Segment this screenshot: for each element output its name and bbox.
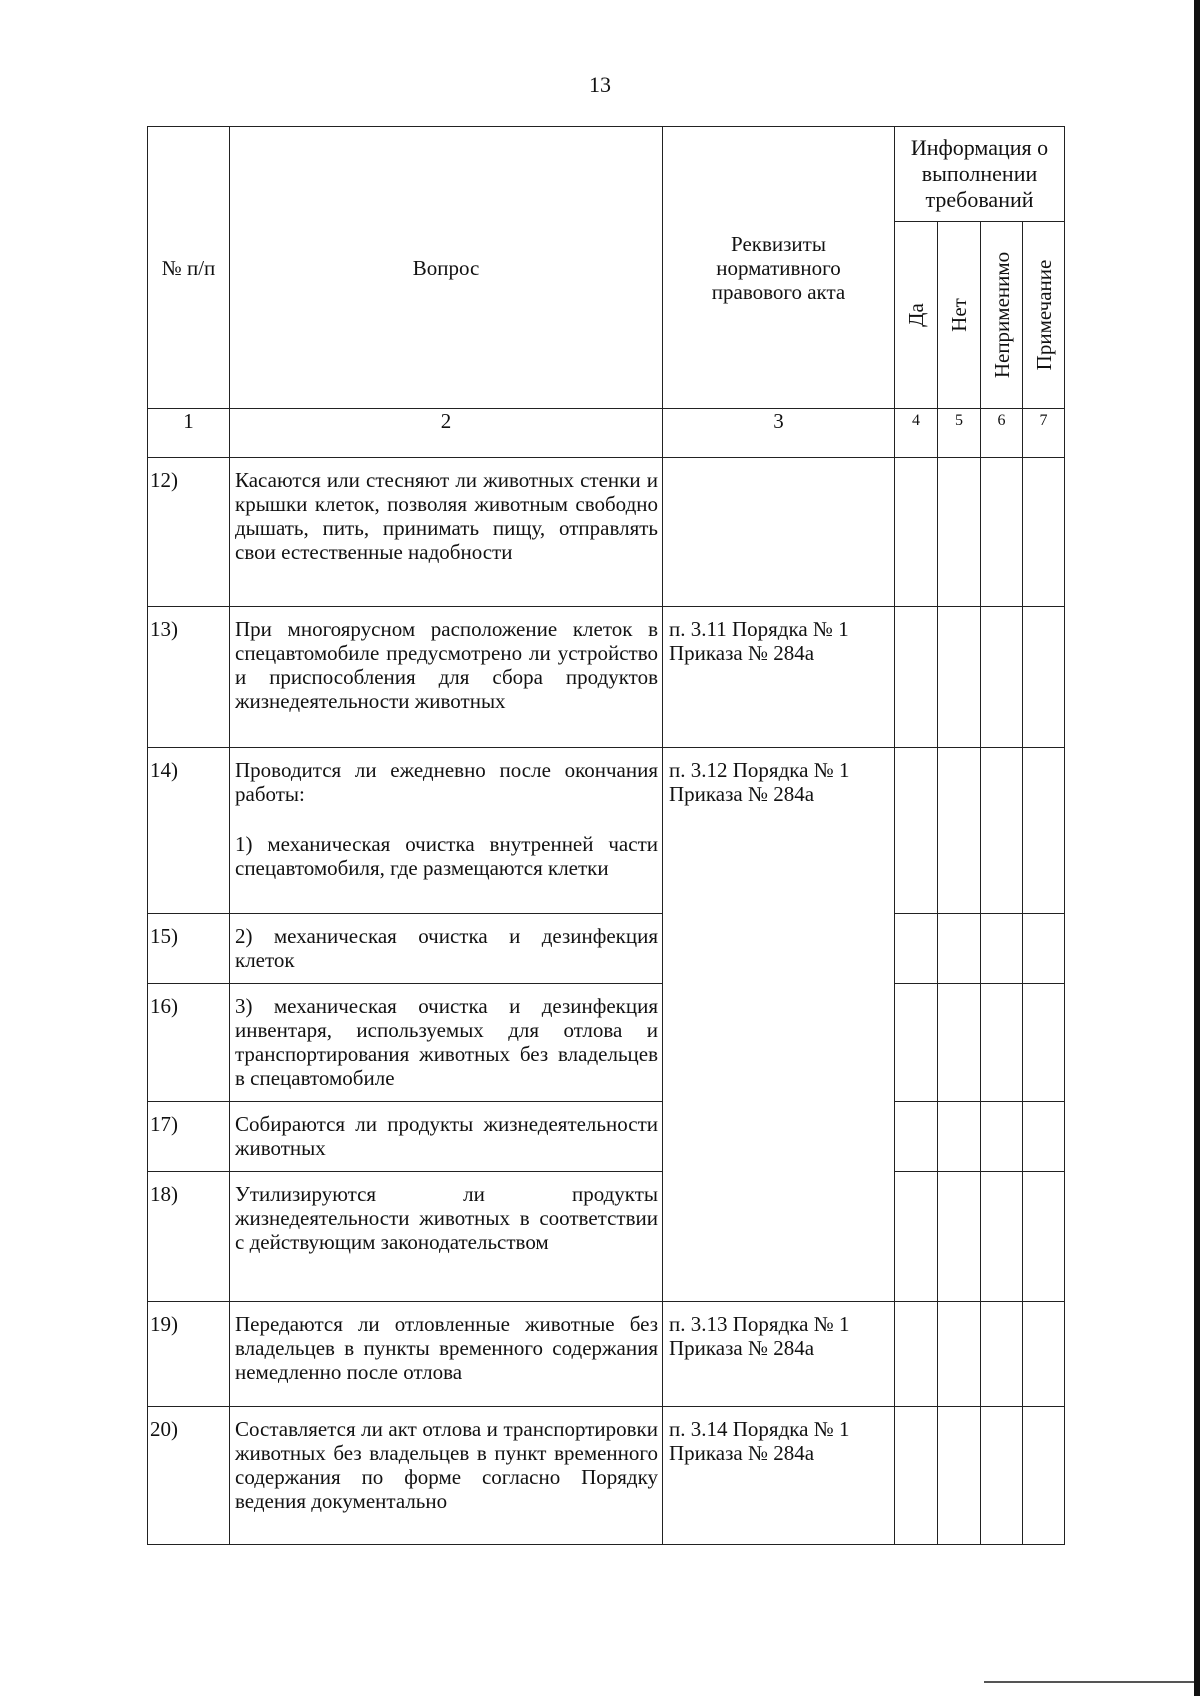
table-row bbox=[148, 1102, 1065, 1172]
no-cell[interactable] bbox=[938, 1407, 981, 1545]
question-cell: Передаются ли отловленные животные без владельцев в пункты временного содержания немедленно после отлова bbox=[230, 1302, 663, 1407]
question-column-header: Вопрос bbox=[230, 127, 663, 409]
info-group-header: Информация о выполнении требований bbox=[895, 127, 1065, 222]
na-cell[interactable] bbox=[981, 1172, 1023, 1302]
no-column-header bbox=[938, 222, 981, 409]
no-cell[interactable] bbox=[938, 1102, 981, 1172]
requirements-checklist-table bbox=[147, 126, 1065, 1545]
question-cell: 3) механическая очистка и дезинфекция инвентаря, используемых для отлова и транспортирования животных без владельцев в спецавтомобиле bbox=[230, 984, 663, 1102]
row-number: 19) bbox=[148, 1302, 230, 1407]
no-cell[interactable] bbox=[938, 1302, 981, 1407]
row-number: 12) bbox=[148, 458, 230, 607]
row-number: 17) bbox=[148, 1102, 230, 1172]
page-number: 13 bbox=[589, 72, 611, 97]
na-column-header bbox=[981, 222, 1023, 409]
question-cell: 2) механическая очистка и дезинфекция клеток bbox=[230, 914, 663, 984]
question-cell: Касаются или стесняют ли животных стенки и крышки клеток, позволяя животным свободно дышать, пить, принимать пищу, отправлять свои естественные надобности bbox=[230, 458, 663, 607]
column-number: 7 bbox=[1023, 409, 1065, 458]
no-cell[interactable] bbox=[938, 748, 981, 914]
note-cell[interactable] bbox=[1023, 458, 1065, 607]
question-text: Проводится ли ежедневно после окончания работы: bbox=[235, 758, 658, 806]
footer-rule bbox=[984, 1681, 1194, 1683]
question-cell: При многоярусном расположение клеток в спецавтомобиле предусмотрено ли устройство и приспособления для сбора продуктов жизнедеятельности животных bbox=[230, 607, 663, 748]
column-number: 3 bbox=[663, 409, 895, 458]
na-cell[interactable] bbox=[981, 1302, 1023, 1407]
note-cell[interactable] bbox=[1023, 984, 1065, 1102]
note-column-header bbox=[1023, 222, 1065, 409]
table-row bbox=[148, 458, 1065, 607]
row-number: 16) bbox=[148, 984, 230, 1102]
note-cell[interactable] bbox=[1023, 1172, 1065, 1302]
na-cell[interactable] bbox=[981, 1102, 1023, 1172]
note-cell[interactable] bbox=[1023, 748, 1065, 914]
note-cell[interactable] bbox=[1023, 914, 1065, 984]
no-column-label: Нет bbox=[947, 298, 971, 332]
row-number: 13) bbox=[148, 607, 230, 748]
num-column-header: № п/п bbox=[148, 127, 230, 409]
yes-cell[interactable] bbox=[895, 607, 938, 748]
no-cell[interactable] bbox=[938, 1172, 981, 1302]
na-cell[interactable] bbox=[981, 458, 1023, 607]
column-number: 1 bbox=[148, 409, 230, 458]
requisite-cell: п. 3.11 Порядка № 1 Приказа № 284а bbox=[663, 607, 895, 748]
table-row bbox=[148, 914, 1065, 984]
note-cell[interactable] bbox=[1023, 1407, 1065, 1545]
column-number-row bbox=[148, 409, 1065, 458]
requisite-cell: п. 3.12 Порядка № 1 Приказа № 284а bbox=[663, 748, 895, 1302]
no-cell[interactable] bbox=[938, 458, 981, 607]
na-cell[interactable] bbox=[981, 748, 1023, 914]
requisite-cell bbox=[663, 458, 895, 607]
yes-cell[interactable] bbox=[895, 1302, 938, 1407]
na-cell[interactable] bbox=[981, 607, 1023, 748]
column-number: 6 bbox=[981, 409, 1023, 458]
yes-column-header bbox=[895, 222, 938, 409]
row-number: 14) bbox=[148, 748, 230, 914]
table-row bbox=[148, 984, 1065, 1102]
table-row bbox=[148, 748, 1065, 914]
note-cell[interactable] bbox=[1023, 607, 1065, 748]
no-cell[interactable] bbox=[938, 984, 981, 1102]
yes-cell[interactable] bbox=[895, 984, 938, 1102]
scan-edge-line bbox=[1194, 0, 1200, 1696]
yes-cell[interactable] bbox=[895, 1407, 938, 1545]
column-number: 5 bbox=[938, 409, 981, 458]
table-row bbox=[148, 607, 1065, 748]
na-cell[interactable] bbox=[981, 984, 1023, 1102]
requisite-cell: п. 3.14 Порядка № 1 Приказа № 284а bbox=[663, 1407, 895, 1545]
na-cell[interactable] bbox=[981, 914, 1023, 984]
yes-cell[interactable] bbox=[895, 1172, 938, 1302]
note-cell[interactable] bbox=[1023, 1302, 1065, 1407]
table-row bbox=[148, 1407, 1065, 1545]
note-column-label: Примечание bbox=[1031, 259, 1056, 371]
na-column-label: Неприменимо bbox=[989, 251, 1014, 379]
header-row-1 bbox=[148, 127, 1065, 222]
column-number: 2 bbox=[230, 409, 663, 458]
no-cell[interactable] bbox=[938, 607, 981, 748]
requisite-cell: п. 3.13 Порядка № 1 Приказа № 284а bbox=[663, 1302, 895, 1407]
no-cell[interactable] bbox=[938, 914, 981, 984]
row-number: 15) bbox=[148, 914, 230, 984]
yes-cell[interactable] bbox=[895, 748, 938, 914]
question-cell: Собираются ли продукты жизнедеятельности животных bbox=[230, 1102, 663, 1172]
note-cell[interactable] bbox=[1023, 1102, 1065, 1172]
question-cell bbox=[230, 748, 663, 914]
row-number: 20) bbox=[148, 1407, 230, 1545]
na-cell[interactable] bbox=[981, 1407, 1023, 1545]
table-row bbox=[148, 1302, 1065, 1407]
table-row bbox=[148, 1172, 1065, 1302]
requisites-column-header: Реквизиты нормативного правового акта bbox=[663, 127, 895, 409]
column-number: 4 bbox=[895, 409, 938, 458]
yes-cell[interactable] bbox=[895, 914, 938, 984]
yes-cell[interactable] bbox=[895, 1102, 938, 1172]
row-number: 18) bbox=[148, 1172, 230, 1302]
yes-column-label: Да bbox=[904, 303, 928, 327]
question-cell: Составляется ли акт отлова и транспортировки животных без владельцев в пункт временного содержания по форме согласно Порядку ведения документально bbox=[230, 1407, 663, 1545]
question-subitem: 1) механическая очистка внутренней части спецавтомобиля, где размещаются клетки bbox=[235, 832, 658, 880]
yes-cell[interactable] bbox=[895, 458, 938, 607]
question-cell: Утилизируются ли продукты жизнедеятельности животных в соответствии с действующим законодательством bbox=[230, 1172, 663, 1302]
